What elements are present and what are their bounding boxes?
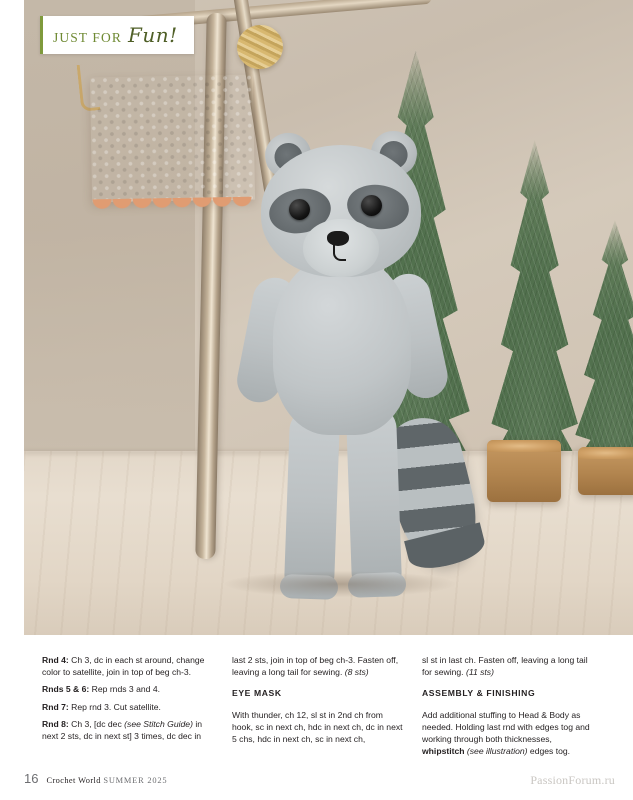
assembly-text-a: Add additional stuffing to Head & Body as needed. Holding last rnd with edges tog and working through both thicknesses, (422, 709, 590, 745)
badge-label-primary: JUST FOR (53, 30, 122, 45)
assembly-text-b: edges tog. (527, 746, 571, 757)
badge-label-script: Fun! (127, 23, 178, 47)
magazine-name: Crochet World (46, 776, 101, 785)
raccoon-head (261, 145, 421, 277)
pine-tree-decoration (560, 220, 633, 470)
instruction-paragraph (42, 701, 214, 713)
round-label: Rnd 4: (42, 655, 69, 665)
section-heading-eye-mask: EYE MASK (232, 688, 282, 699)
raccoon-body (273, 255, 411, 435)
page-number: 16 (24, 771, 39, 786)
round-text: Ch 3, [dc dec (68, 718, 125, 729)
toy-drop-shadow (225, 571, 455, 597)
issue-label: SUMMER 2025 (103, 776, 168, 785)
illustration-note: (see illustration) (464, 746, 528, 757)
round-label: Rnd 8: (42, 718, 69, 729)
section-body-eye-mask: With thunder, ch 12, sl st in 2nd ch from hook, sc in next ch, hdc in next ch, dc in next 5 chs, hdc in next ch, sc in next ch, (232, 709, 403, 745)
page-footer (24, 771, 167, 786)
round-text: sl st in last ch. Fasten off, leaving a long tail for sewing. (422, 655, 588, 678)
instruction-paragraph (42, 718, 214, 742)
site-watermark: PassionForum.ru (530, 773, 615, 787)
round-text: Rep rnds 3 and 4. (89, 684, 160, 695)
text-column-2 (232, 654, 404, 766)
project-photo (24, 0, 633, 635)
stitch-count: (11 sts) (465, 667, 494, 678)
round-label: Rnds 5 & 6: (42, 684, 90, 695)
wood-log-slice (578, 447, 633, 495)
raccoon-mouth (333, 245, 346, 261)
magazine-title (46, 776, 167, 785)
instruction-paragraph (42, 654, 214, 678)
pattern-text-columns (42, 654, 594, 766)
section-body-assembly (422, 709, 594, 758)
section-heading-assembly: ASSEMBLY & FINISHING (422, 688, 536, 699)
instruction-paragraph (422, 654, 594, 678)
round-text: Rep rnd 3. Cut satellite. (68, 701, 161, 712)
round-text-cont: in next 2 sts, dc in next st] 3 times, dc dec in (42, 718, 203, 742)
round-text: Ch 3, dc in each st around, change color to satellite, join in top of beg ch-3. (42, 655, 205, 678)
crochet-raccoon-toy (243, 127, 493, 584)
whipstitch-term: whipstitch (422, 746, 465, 757)
wood-log-slice (487, 440, 561, 502)
stitch-guide-note: (see Stitch Guide) (124, 718, 193, 729)
photo-background-wall-left (24, 0, 195, 457)
just-for-fun-badge (40, 16, 194, 54)
instruction-paragraph (42, 683, 214, 695)
blanket-scalloped-edge (92, 197, 255, 216)
round-text: last 2 sts, join in top of beg ch-3. Fasten off, leaving a long tail for sewing. (232, 655, 399, 678)
stitch-count: (8 sts) (344, 667, 369, 678)
round-label: Rnd 7: (42, 701, 69, 712)
instruction-paragraph (232, 654, 404, 678)
text-column-1 (42, 654, 214, 766)
crochet-blanket (90, 75, 255, 203)
text-column-3 (422, 654, 594, 766)
